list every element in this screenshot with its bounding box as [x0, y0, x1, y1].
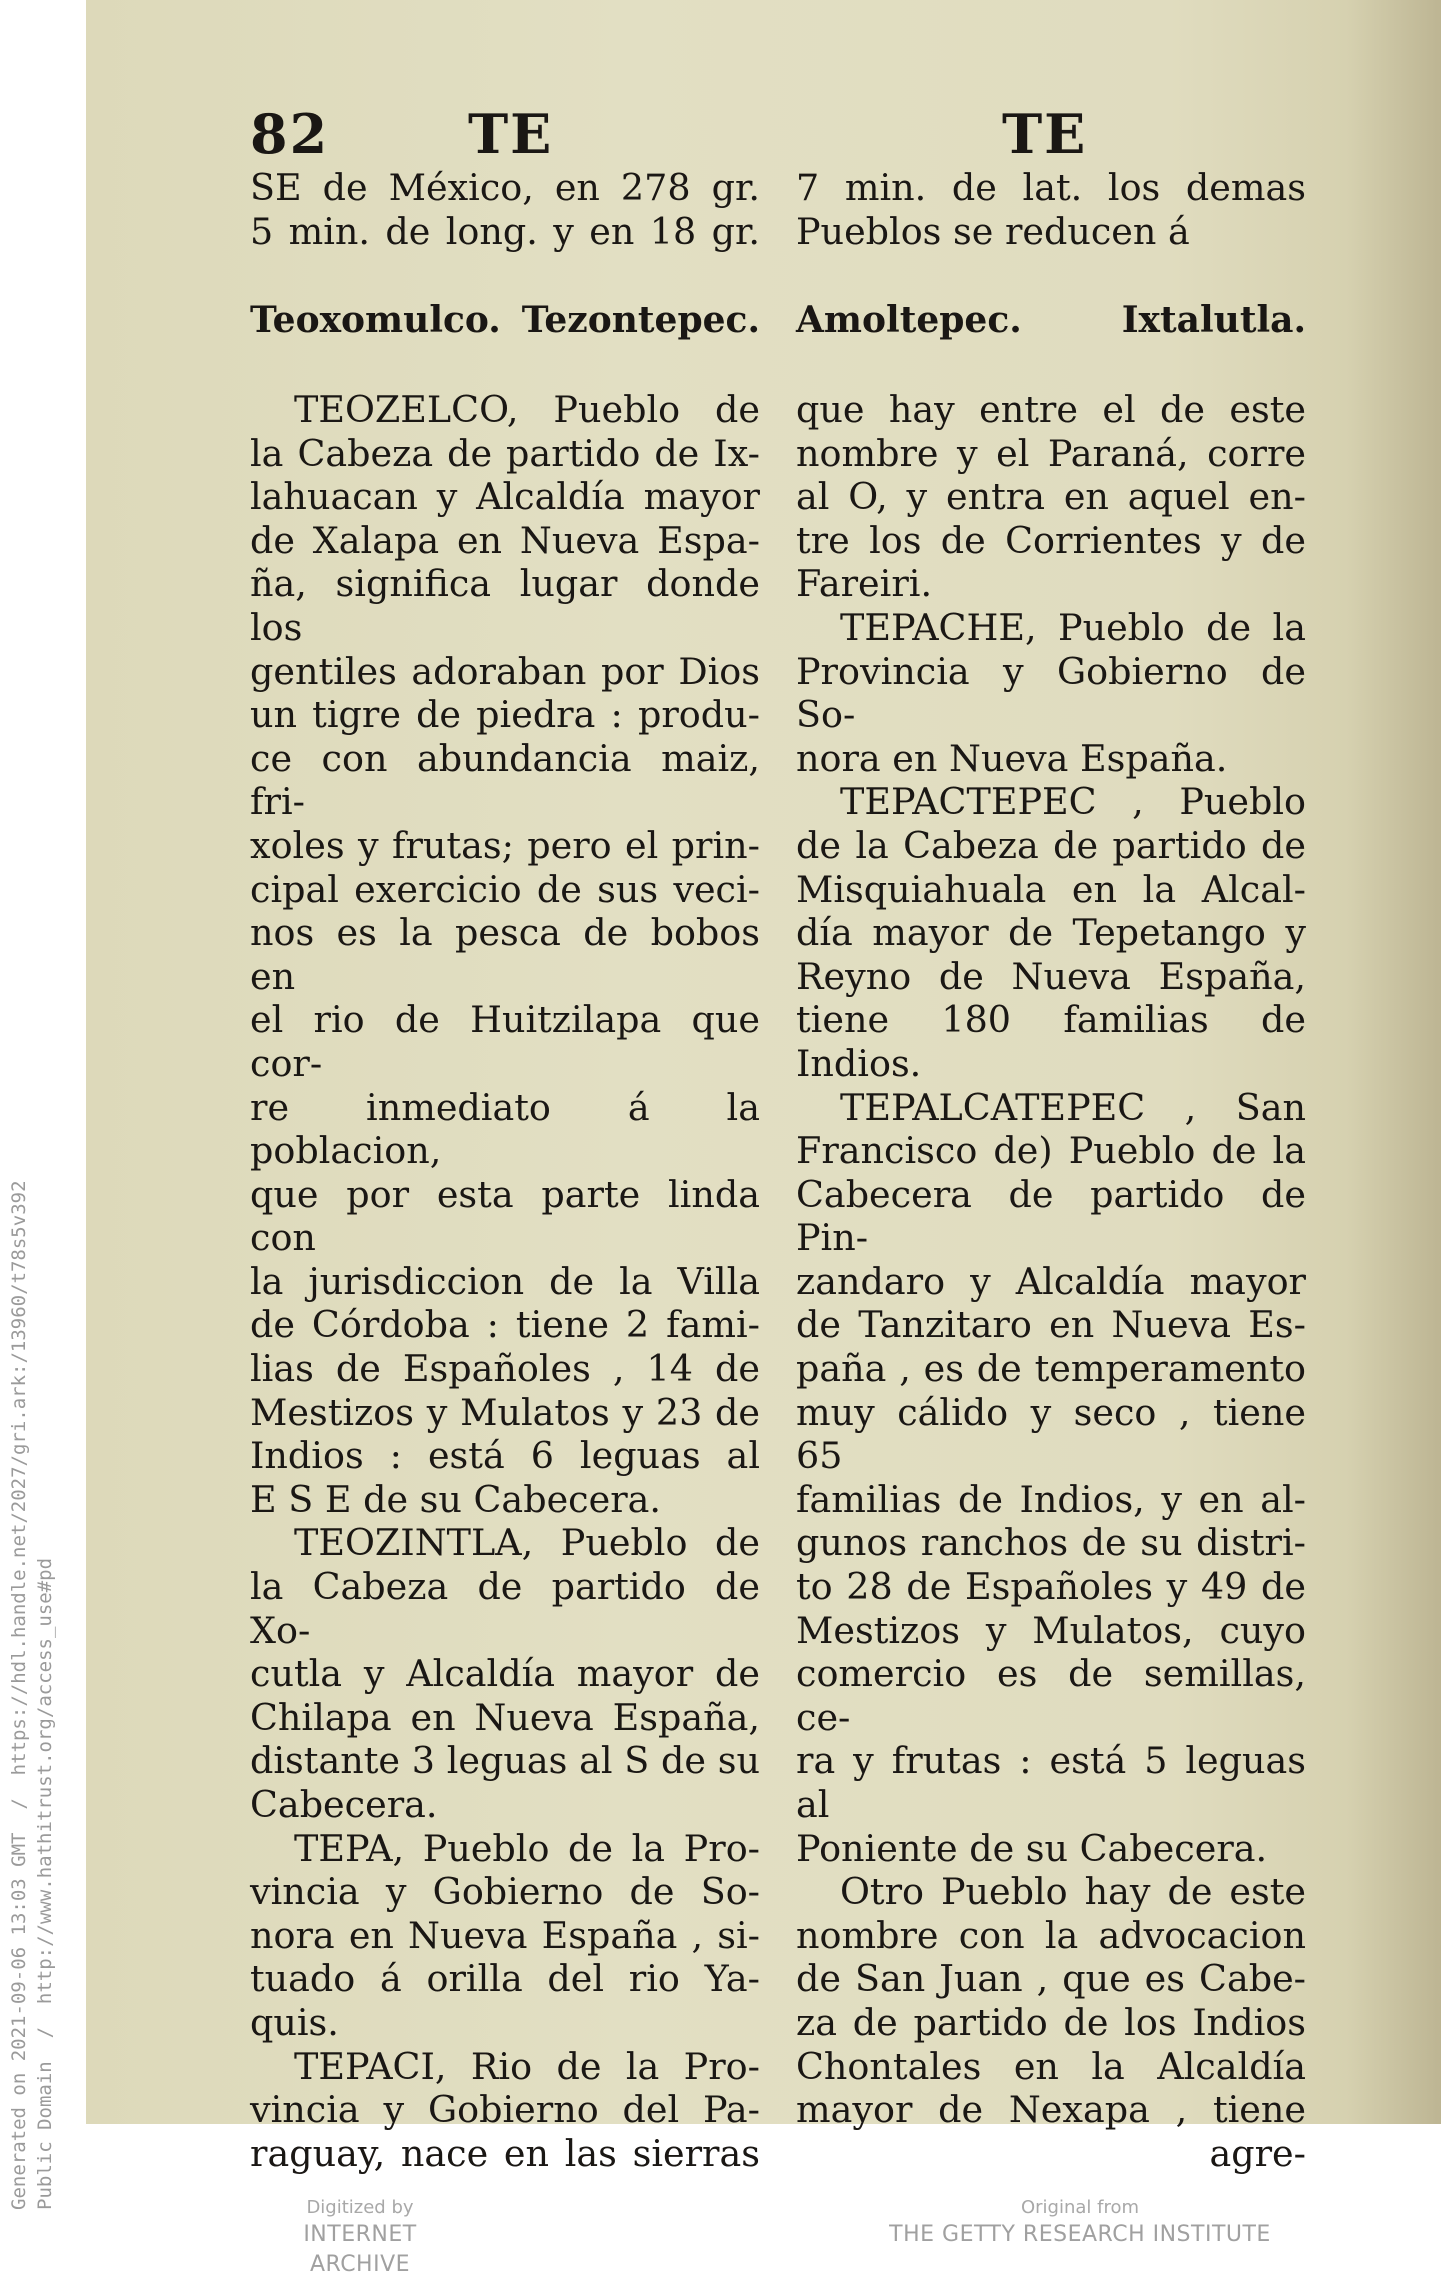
- text-line: vincia y Gobierno del Pa-: [250, 2088, 760, 2132]
- text-line: gunos ranchos de su distri-: [796, 1521, 1306, 1565]
- left-subpueblos: [250, 298, 760, 342]
- text-line: Otro Pueblo hay de este: [840, 1870, 1306, 1914]
- text-line: ra y frutas : está 5 leguas al: [796, 1739, 1306, 1826]
- digitized-by-block: [250, 2196, 470, 2280]
- text-line: Mestizos y Mulatos y 23 de: [250, 1390, 760, 1434]
- text-line: un tigre de piedra : produ-: [250, 693, 760, 737]
- text-line: SE de México, en 278 gr.: [250, 166, 760, 209]
- original-from-block: [880, 2196, 1280, 2250]
- text-line: nos es la pesca de bobos en: [250, 911, 760, 998]
- generation-line: Generated on 2021-09-06 13:03 GMT / https://hdl.handle.net/2027/gri.ark:/13960/t78s5v392: [8, 1180, 30, 2210]
- text-line: Cabecera.: [250, 1783, 438, 1826]
- running-head-left: TE: [468, 102, 554, 166]
- text-line: la Cabeza de partido de Ix-: [250, 431, 760, 475]
- text-line: raguay, nace en las sierras: [250, 2131, 760, 2175]
- text-line: la jurisdiccion de la Villa: [250, 1259, 760, 1303]
- text-line: to 28 de Españoles y 49 de: [796, 1565, 1306, 1609]
- text-line: TEPALCATEPEC , San: [840, 1085, 1306, 1129]
- text-line: Francisco de) Pueblo de la: [796, 1129, 1306, 1173]
- text-line: Misquiahuala en la Alcal-: [796, 867, 1306, 911]
- text-line: que por esta parte linda con: [250, 1172, 760, 1260]
- text-line: tiene 180 familias de Indios.: [796, 998, 1306, 1085]
- dictionary-entry: [796, 780, 1306, 1085]
- dictionary-entry: [250, 388, 760, 1521]
- text-line: distante 3 leguas al S de su: [250, 1739, 760, 1783]
- text-line: comercio es de semillas, ce-: [796, 1652, 1306, 1739]
- text-line: de Córdoba : tiene 2 fami-: [250, 1303, 760, 1347]
- text-line: día mayor de Tepetango y: [796, 911, 1306, 955]
- right-entries: [796, 388, 1306, 2175]
- right-column: [796, 166, 1306, 253]
- text-line: gentiles adoraban por Dios: [250, 649, 760, 693]
- text-line: E S E de su Cabecera.: [250, 1477, 662, 1521]
- text-line: el rio de Huitzilapa que cor-: [250, 998, 760, 1085]
- text-line: TEPACTEPEC , Pueblo: [840, 780, 1306, 824]
- digitized-by-label: Digitized by: [306, 2197, 414, 2218]
- text-line: nombre y el Paraná, corre: [796, 431, 1306, 475]
- text-line: de Tanzitaro en Nueva Es-: [796, 1303, 1306, 1347]
- right-subpueblos: [796, 298, 1306, 342]
- dictionary-entry: [250, 2045, 760, 2176]
- text-line: ña, significa lugar donde los: [250, 562, 760, 649]
- left-entries: [250, 388, 760, 2175]
- text-line: ce con abundancia maiz, fri-: [250, 736, 760, 824]
- subpueblo: Amoltepec.: [796, 299, 1022, 341]
- text-line: TEPA, Pueblo de la Pro-: [294, 1826, 760, 1870]
- running-head-right: TE: [1002, 102, 1088, 166]
- text-line: TEPACI, Rio de la Pro-: [294, 2044, 760, 2088]
- text-line: Fareiri.: [796, 562, 933, 606]
- dictionary-entry: [250, 1827, 760, 2045]
- dictionary-entry: [796, 606, 1306, 780]
- text-line: TEOZELCO, Pueblo de: [294, 388, 760, 431]
- text-line: que hay entre el de este: [796, 388, 1306, 431]
- generation-notice: [6, 1010, 58, 2210]
- text-line: lahuacan y Alcaldía mayor: [250, 475, 760, 519]
- text-line: la Cabeza de partido de Xo-: [250, 1565, 760, 1652]
- text-line: Cabecera de partido de Pin-: [796, 1172, 1306, 1260]
- text-line: tuado á orilla del rio Ya-: [250, 1957, 760, 2001]
- text-line: tre los de Corrientes y de: [796, 518, 1306, 562]
- page-number: 82: [250, 102, 330, 166]
- text-line: Reyno de Nueva España,: [796, 954, 1306, 998]
- text-line: muy cálido y seco , tiene 65: [796, 1390, 1306, 1478]
- text-line: 7 min. de lat. los demas: [796, 166, 1306, 209]
- subpueblo: Ixtalutla.: [1121, 299, 1306, 341]
- dictionary-entry: [250, 1521, 760, 1826]
- text-line: Pueblos se reducen á: [796, 209, 1190, 253]
- text-line: de la Cabeza de partido de: [796, 823, 1306, 867]
- text-line: cutla y Alcaldía mayor de: [250, 1652, 760, 1696]
- text-line: TEOZINTLA, Pueblo de: [294, 1521, 760, 1565]
- text-line: paña , es de temperamento: [796, 1347, 1306, 1391]
- text-line: nora en Nueva España , si-: [250, 1913, 760, 1957]
- text-line: re inmediato á la poblacion,: [250, 1085, 760, 1173]
- text-line: Poniente de su Cabecera.: [796, 1826, 1268, 1870]
- text-line: al O, y entra en aquel en-: [796, 475, 1306, 519]
- text-line: nora en Nueva España.: [796, 736, 1228, 780]
- license-line: Public Domain / http://www.hathitrust.org/access_use#pd: [34, 1557, 56, 2210]
- text-line: familias de Indios, y en al-: [796, 1477, 1306, 1521]
- text-line: Provincia y Gobierno de So-: [796, 649, 1306, 737]
- dictionary-entry: [796, 388, 1306, 606]
- text-line: za de partido de los Indios: [796, 2000, 1306, 2044]
- text-line: cipal exercicio de sus veci-: [250, 867, 760, 911]
- text-line: mayor de Nexapa , tiene: [796, 2088, 1306, 2132]
- text-line: vincia y Gobierno de So-: [250, 1870, 760, 1914]
- catchword: agre-: [1209, 2131, 1306, 2175]
- text-line: lias de Españoles , 14 de: [250, 1347, 760, 1391]
- subpueblo: Teoxomulco.: [250, 299, 501, 341]
- subpueblo: Tezontepec.: [521, 299, 760, 341]
- text-line: nombre con la advocacion: [796, 1913, 1306, 1957]
- text-line: Chilapa en Nueva España,: [250, 1695, 760, 1739]
- text-line: de San Juan , que es Cabe-: [796, 1957, 1306, 2001]
- getty-label: THE GETTY RESEARCH INSTITUTE: [889, 2222, 1271, 2247]
- text-line: Mestizos y Mulatos, cuyo: [796, 1608, 1306, 1652]
- left-column: [250, 166, 760, 253]
- text-line: Chontales en la Alcaldía: [796, 2044, 1306, 2088]
- text-line: quis.: [250, 2000, 339, 2044]
- dictionary-entry: [796, 1086, 1306, 1871]
- dictionary-entry: [796, 1870, 1306, 2132]
- text-line: de Xalapa en Nueva Espa-: [250, 518, 760, 562]
- text-line: Indios : está 6 leguas al: [250, 1434, 760, 1478]
- text-line: TEPACHE, Pueblo de la: [840, 605, 1306, 649]
- text-line: xoles y frutas; pero el prin-: [250, 823, 760, 867]
- text-line: zandaro y Alcaldía mayor: [796, 1259, 1306, 1303]
- text-line: 5 min. de long. y en 18 gr.: [250, 209, 760, 253]
- internet-archive-label: INTERNET ARCHIVE: [303, 2222, 417, 2277]
- original-from-label: Original from: [1020, 2197, 1140, 2218]
